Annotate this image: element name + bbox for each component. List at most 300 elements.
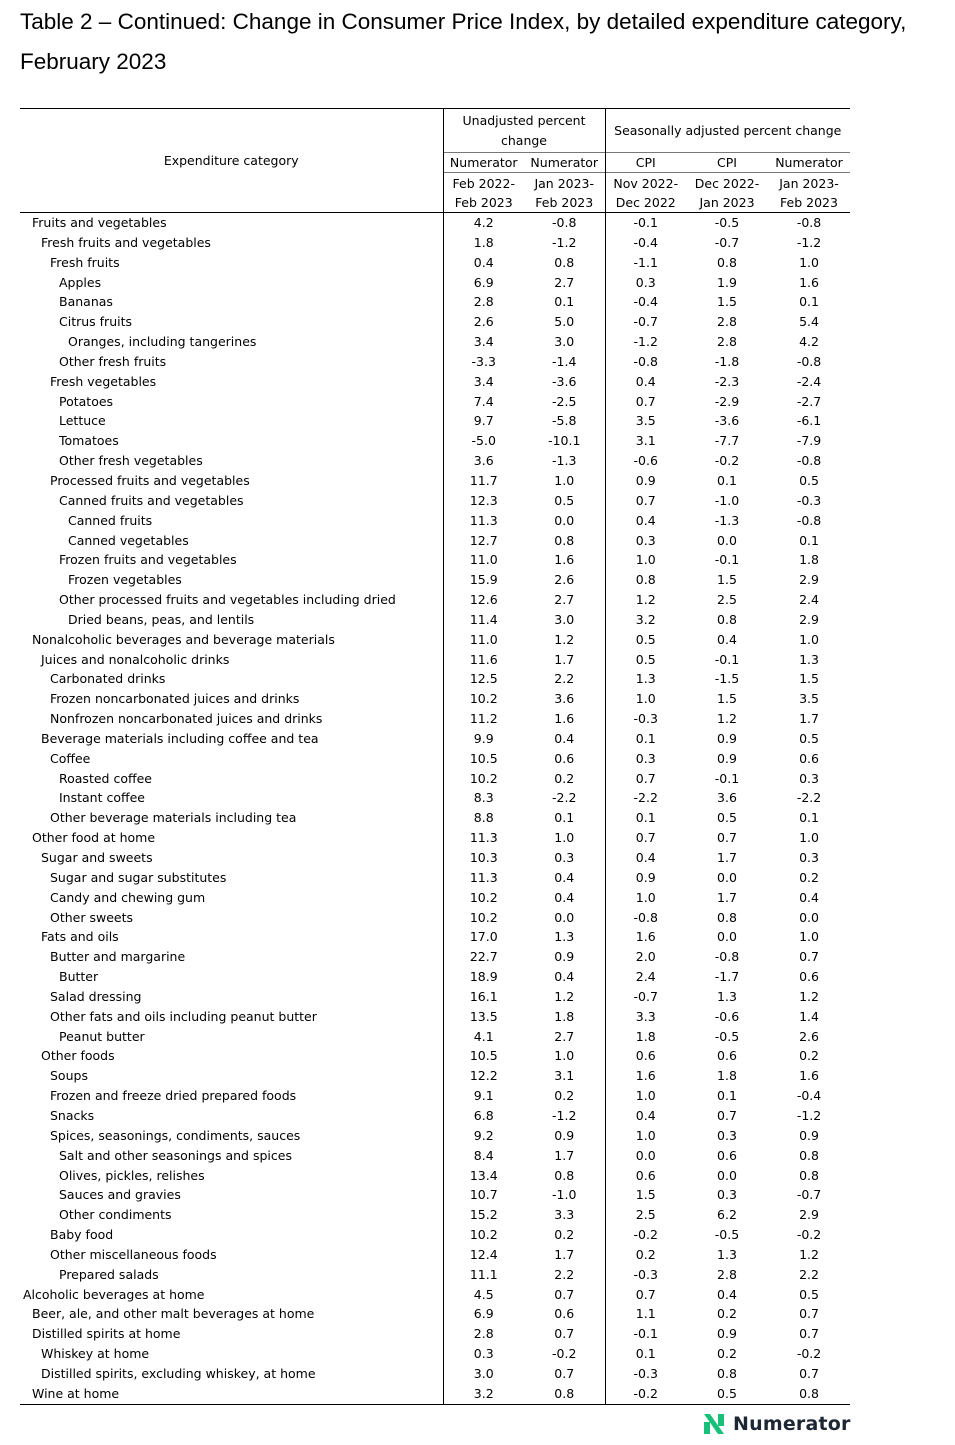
row-value: 2.8	[717, 314, 737, 330]
row-value: 0.4	[717, 631, 737, 647]
row-value: 1.8	[799, 552, 819, 568]
row-value: 0.7	[554, 1286, 575, 1302]
table-row	[20, 1146, 850, 1166]
table-row	[20, 1324, 850, 1344]
row-value: 0.7	[605, 491, 686, 511]
row-value: 0.7	[605, 769, 686, 789]
row-value: 10.3	[443, 848, 524, 868]
row-value: 2.8	[443, 1324, 524, 1344]
row-value: 2.9	[799, 1207, 819, 1223]
row-value: 0.3	[717, 1127, 737, 1143]
row-value: 18.9	[443, 967, 524, 987]
row-value: -0.8	[605, 352, 686, 372]
row-label: Fruits and vegetables	[32, 215, 167, 230]
table-row	[20, 788, 850, 808]
table-row	[20, 610, 850, 630]
row-value: -0.6	[714, 1008, 740, 1024]
row-value: -1.8	[714, 353, 740, 369]
row-value: 0.0	[717, 532, 737, 548]
row-label: Nonalcoholic beverages and beverage materials	[32, 631, 335, 647]
row-value: 1.0	[799, 830, 819, 846]
row-value: 0.1	[717, 1088, 737, 1104]
row-value: 0.8	[605, 570, 686, 590]
table-row	[20, 451, 850, 471]
row-value: -0.4	[796, 1088, 822, 1104]
row-value: 1.6	[605, 927, 686, 947]
col-label-1: Numerator	[443, 153, 524, 173]
row-value: -0.2	[796, 1227, 822, 1243]
row-value: -7.7	[714, 433, 740, 449]
table-row	[20, 749, 850, 769]
row-value: -7.9	[796, 433, 822, 449]
row-value: 1.5	[605, 1185, 686, 1205]
table-row	[20, 1046, 850, 1066]
row-value: 1.0	[605, 550, 686, 570]
row-label: Fresh fruits	[50, 254, 120, 270]
row-value: -1.3	[552, 453, 577, 469]
row-label: Fresh vegetables	[50, 373, 157, 389]
period-1: Feb 2022- Feb 2023	[443, 173, 524, 213]
row-label: Baby food	[50, 1227, 114, 1243]
row-value: 0.9	[717, 1326, 737, 1342]
table-row	[20, 967, 850, 987]
row-value: 0.8	[717, 254, 737, 270]
row-value: 6.9	[443, 1304, 524, 1324]
table-row	[20, 709, 850, 729]
row-value: 0.3	[799, 850, 819, 865]
table-row	[20, 1007, 850, 1027]
row-value: 22.7	[443, 947, 524, 967]
row-value: 1.4	[799, 1008, 819, 1024]
row-value: 0.4	[554, 730, 575, 746]
row-value: 2.5	[605, 1205, 686, 1225]
row-value: 1.3	[554, 929, 575, 945]
row-value: 0.0	[717, 1167, 737, 1183]
row-value: 0.6	[799, 750, 819, 766]
row-value: 0.3	[605, 749, 686, 769]
row-value: 5.4	[799, 314, 819, 330]
row-label: Roasted coffee	[59, 770, 152, 786]
row-value: 0.7	[799, 1365, 819, 1381]
row-value: -0.3	[605, 1364, 686, 1384]
row-value: 1.8	[605, 1027, 686, 1047]
row-label: Snacks	[50, 1107, 95, 1123]
row-value: 10.2	[443, 689, 524, 709]
row-value: 0.8	[554, 254, 575, 270]
row-value: -0.8	[796, 512, 822, 528]
row-label: Olives, pickles, relishes	[59, 1167, 205, 1183]
numerator-logo-icon	[703, 1413, 725, 1435]
row-value: 0.1	[717, 472, 737, 488]
row-label: Frozen fruits and vegetables	[59, 552, 237, 568]
row-label: Nonfrozen noncarbonated juices and drinks	[50, 711, 323, 727]
row-value: -0.3	[605, 709, 686, 729]
row-label: Beverage materials including coffee and tea	[41, 730, 319, 746]
seasonally-adjusted-header: Seasonally adjusted percent change	[605, 109, 850, 153]
row-value: -1.2	[552, 234, 577, 250]
row-value: 1.9	[717, 274, 737, 290]
row-value: 0.4	[605, 848, 686, 868]
row-value: 11.6	[443, 650, 524, 670]
table-row	[20, 808, 850, 828]
row-value: 2.6	[554, 572, 575, 588]
row-value: 1.7	[717, 889, 737, 905]
row-value: 0.5	[799, 1286, 819, 1302]
row-value: 0.7	[605, 828, 686, 848]
row-value: 10.7	[443, 1185, 524, 1205]
table-row	[20, 332, 850, 352]
row-label: Instant coffee	[59, 790, 145, 806]
table-row	[20, 1344, 850, 1364]
row-value: 3.6	[554, 691, 575, 707]
numerator-logo	[703, 1412, 851, 1436]
row-label: Canned vegetables	[68, 532, 189, 548]
row-value: -1.2	[796, 1107, 822, 1123]
row-value: 0.4	[554, 869, 575, 885]
row-value: 13.5	[443, 1007, 524, 1027]
row-value: 9.9	[443, 729, 524, 749]
row-label: Other food at home	[32, 830, 156, 846]
row-label: Prepared salads	[59, 1266, 159, 1282]
table-row	[20, 689, 850, 709]
row-value: 3.5	[799, 691, 819, 707]
row-value: 1.5	[717, 294, 737, 310]
table-row	[20, 729, 850, 749]
row-value: 1.0	[799, 631, 819, 647]
row-value: 0.8	[717, 909, 737, 925]
row-value: 0.3	[605, 273, 686, 293]
row-value: 4.2	[799, 334, 819, 350]
row-value: 0.3	[605, 531, 686, 551]
row-value: -0.7	[605, 987, 686, 1007]
row-value: 1.2	[799, 1246, 819, 1262]
row-value: 0.6	[605, 1046, 686, 1066]
row-value: 0.8	[717, 611, 737, 627]
row-value: -0.2	[552, 1346, 577, 1362]
row-value: -0.2	[605, 1225, 686, 1245]
row-value: -0.8	[796, 353, 822, 369]
table-row	[20, 1245, 850, 1265]
row-value: -2.2	[796, 790, 822, 806]
row-value: 12.7	[443, 531, 524, 551]
row-label: Processed fruits and vegetables	[50, 472, 250, 488]
row-value: 12.3	[443, 491, 524, 511]
table-row	[20, 511, 850, 531]
row-value: 0.5	[605, 650, 686, 670]
row-value: 10.2	[443, 888, 524, 908]
row-label: Salt and other seasonings and spices	[59, 1147, 292, 1163]
row-value: 0.7	[799, 1326, 819, 1342]
table-row	[20, 1225, 850, 1245]
row-value: 1.0	[799, 929, 819, 945]
row-value: 0.5	[799, 730, 819, 746]
row-value: 2.2	[799, 1266, 819, 1282]
table-row	[20, 292, 850, 312]
row-value: 0.3	[554, 850, 575, 865]
row-value: -6.1	[796, 413, 822, 429]
row-value: 9.1	[443, 1086, 524, 1106]
row-value: 11.0	[443, 550, 524, 570]
row-value: -0.4	[605, 292, 686, 312]
row-value: 3.2	[605, 610, 686, 630]
row-value: 0.4	[605, 1106, 686, 1126]
row-label: Peanut butter	[59, 1028, 145, 1044]
row-value: 0.6	[554, 750, 575, 766]
row-value: 1.8	[717, 1068, 737, 1084]
row-value: 4.2	[443, 213, 524, 233]
row-value: -5.8	[552, 413, 577, 429]
table-row	[20, 372, 850, 392]
col-label-4: CPI	[686, 153, 768, 173]
row-label: Distilled spirits, excluding whiskey, at home	[41, 1365, 316, 1381]
row-value: -0.7	[796, 1187, 822, 1203]
row-value: -1.0	[552, 1187, 577, 1203]
row-label: Other fresh vegetables	[59, 453, 203, 469]
row-label: Whiskey at home	[41, 1346, 150, 1362]
row-value: 0.0	[799, 909, 819, 925]
row-value: -1.5	[714, 671, 740, 687]
row-value: 1.3	[717, 988, 737, 1004]
row-value: 5.0	[554, 314, 575, 330]
row-value: 1.7	[554, 1246, 575, 1262]
period-3: Nov 2022- Dec 2022	[605, 173, 686, 213]
row-value: 0.5	[717, 810, 737, 826]
row-value: 0.2	[799, 869, 819, 885]
row-value: 1.1	[605, 1304, 686, 1324]
row-value: 11.7	[443, 471, 524, 491]
row-value: 0.6	[717, 1048, 737, 1064]
row-value: 0.9	[554, 949, 575, 965]
row-value: -1.2	[605, 332, 686, 352]
table-row	[20, 769, 850, 789]
row-value: 0.5	[799, 472, 819, 488]
row-value: 11.0	[443, 630, 524, 650]
table-row	[20, 233, 850, 253]
row-value: -0.1	[605, 213, 686, 233]
row-value: 3.3	[605, 1007, 686, 1027]
row-value: 1.2	[717, 711, 737, 727]
row-value: 2.8	[443, 292, 524, 312]
row-value: -0.5	[714, 1227, 740, 1243]
row-value: 11.3	[443, 828, 524, 848]
table-row	[20, 213, 850, 233]
table-row	[20, 352, 850, 372]
row-value: 6.8	[443, 1106, 524, 1126]
row-value: 1.0	[605, 888, 686, 908]
row-value: -2.2	[605, 788, 686, 808]
row-label: Other miscellaneous foods	[50, 1246, 217, 1262]
row-value: 7.4	[443, 392, 524, 412]
row-value: 17.0	[443, 927, 524, 947]
row-value: 2.9	[799, 572, 819, 588]
row-value: 12.2	[443, 1066, 524, 1086]
row-value: 6.2	[717, 1207, 737, 1223]
table-row	[20, 1027, 850, 1047]
row-value: 0.4	[605, 511, 686, 531]
row-value: 2.6	[443, 312, 524, 332]
row-value: -0.5	[714, 215, 740, 230]
row-value: 0.2	[717, 1306, 737, 1322]
row-value: -0.2	[796, 1346, 822, 1362]
table-row	[20, 1265, 850, 1285]
row-label: Other processed fruits and vegetables including dried	[59, 592, 396, 608]
row-value: 0.4	[717, 1286, 737, 1302]
row-value: 0.9	[605, 868, 686, 888]
row-value: 0.4	[605, 372, 686, 392]
row-value: -2.2	[552, 790, 577, 806]
row-value: -0.2	[714, 453, 740, 469]
col-label-5: Numerator	[768, 153, 850, 173]
row-label: Lettuce	[59, 413, 106, 429]
row-value: 1.5	[717, 691, 737, 707]
row-value: -0.8	[552, 215, 577, 230]
row-value: 0.5	[686, 1384, 768, 1404]
table-row	[20, 1205, 850, 1225]
row-value: 0.4	[554, 969, 575, 985]
row-value: -0.5	[714, 1028, 740, 1044]
row-value: 0.8	[768, 1384, 850, 1404]
row-value: 2.9	[799, 611, 819, 627]
row-value: -1.1	[605, 253, 686, 273]
table-row	[20, 253, 850, 273]
row-value: 6.9	[443, 273, 524, 293]
row-value: 10.2	[443, 769, 524, 789]
row-label: Other sweets	[50, 909, 133, 925]
row-value: 1.0	[554, 472, 575, 488]
row-value: -1.2	[796, 234, 822, 250]
table-row	[20, 1086, 850, 1106]
period-5: Jan 2023- Feb 2023	[768, 173, 850, 213]
row-value: 10.2	[443, 908, 524, 928]
row-label: Tomatoes	[59, 433, 119, 449]
row-label: Coffee	[50, 750, 91, 766]
row-value: 3.3	[554, 1207, 575, 1223]
row-value: 0.0	[554, 512, 575, 528]
row-value: 3.1	[605, 431, 686, 451]
row-value: 1.0	[554, 830, 575, 846]
row-value: 0.9	[605, 471, 686, 491]
row-label: Carbonated drinks	[50, 671, 166, 687]
row-value: 0.7	[554, 1365, 575, 1381]
table-row	[20, 888, 850, 908]
row-value: -0.4	[605, 233, 686, 253]
row-value: 1.6	[799, 1068, 819, 1084]
table-row	[20, 431, 850, 451]
row-value: 12.6	[443, 590, 524, 610]
table-row	[20, 1364, 850, 1384]
row-value: 0.8	[799, 1147, 819, 1163]
row-value: -1.3	[714, 512, 740, 528]
row-value: 1.7	[554, 651, 575, 667]
row-value: 0.3	[717, 1187, 737, 1203]
row-value: 0.7	[717, 1107, 737, 1123]
row-value: 0.9	[717, 750, 737, 766]
row-label: Potatoes	[59, 393, 114, 409]
row-value: 1.2	[605, 590, 686, 610]
row-value: 2.7	[554, 592, 575, 608]
row-value: 0.7	[554, 1326, 575, 1342]
row-label: Other foods	[41, 1048, 115, 1064]
row-label: Soups	[50, 1068, 88, 1084]
row-label: Canned fruits	[68, 512, 153, 528]
row-value: 10.5	[443, 749, 524, 769]
row-value: 1.0	[605, 689, 686, 709]
row-value: 0.1	[605, 1344, 686, 1364]
row-label: Wine at home	[20, 1384, 443, 1404]
row-value: 2.4	[799, 592, 819, 608]
row-value: 4.5	[443, 1285, 524, 1305]
table-row	[20, 550, 850, 570]
table-row	[20, 848, 850, 868]
row-label: Juices and nonalcoholic drinks	[41, 651, 230, 667]
row-value: 8.8	[443, 808, 524, 828]
row-value: 0.7	[799, 1306, 819, 1322]
row-value: -5.0	[443, 431, 524, 451]
row-value: 1.0	[554, 1048, 575, 1064]
row-value: 2.6	[799, 1028, 819, 1044]
row-value: 0.2	[554, 1088, 575, 1104]
row-label: Alcoholic beverages at home	[23, 1286, 205, 1302]
row-value: 0.1	[605, 729, 686, 749]
row-value: -0.3	[605, 1265, 686, 1285]
row-value: -0.1	[605, 1324, 686, 1344]
row-label: Fresh fruits and vegetables	[41, 234, 211, 250]
table-row	[20, 590, 850, 610]
row-value: -3.3	[443, 352, 524, 372]
row-label: Frozen vegetables	[68, 572, 182, 588]
row-value: 12.5	[443, 669, 524, 689]
row-value: 0.7	[799, 949, 819, 965]
row-value: 1.2	[554, 988, 575, 1004]
table-row	[20, 273, 850, 293]
row-value: 0.6	[799, 969, 819, 985]
row-value: 2.8	[717, 334, 737, 350]
row-value: -2.9	[714, 393, 740, 409]
row-value: 0.1	[799, 532, 819, 548]
row-value: 1.2	[799, 988, 819, 1004]
row-value: 0.7	[605, 1285, 686, 1305]
table-row	[20, 927, 850, 947]
cpi-table	[20, 108, 850, 1405]
row-label: Frozen and freeze dried prepared foods	[50, 1088, 297, 1104]
row-value: 3.1	[554, 1068, 575, 1084]
row-label: Other fats and oils including peanut butter	[50, 1008, 317, 1024]
row-value: 3.6	[443, 451, 524, 471]
row-value: 3.6	[717, 790, 737, 806]
unadjusted-header: Unadjusted percent change	[443, 109, 605, 153]
row-value: 0.1	[554, 810, 575, 826]
table-row	[20, 471, 850, 491]
row-value: 0.2	[554, 1227, 575, 1243]
table-row	[20, 411, 850, 431]
row-value: 1.6	[799, 274, 819, 290]
row-value: 1.5	[799, 671, 819, 687]
row-value: 2.7	[554, 1028, 575, 1044]
row-value: 8.3	[443, 788, 524, 808]
table-row	[20, 1185, 850, 1205]
row-label: Canned fruits and vegetables	[59, 492, 244, 508]
row-value: 15.9	[443, 570, 524, 590]
row-value: -0.6	[605, 451, 686, 471]
table-row	[20, 531, 850, 551]
col-label-2: Numerator	[524, 153, 605, 173]
row-value: 1.6	[554, 552, 575, 568]
row-value: 0.6	[554, 1306, 575, 1322]
expenditure-category-header: Expenditure category	[20, 109, 443, 213]
row-value: -0.1	[714, 651, 740, 667]
row-value: 0.2	[605, 1245, 686, 1265]
table-row	[20, 1285, 850, 1305]
